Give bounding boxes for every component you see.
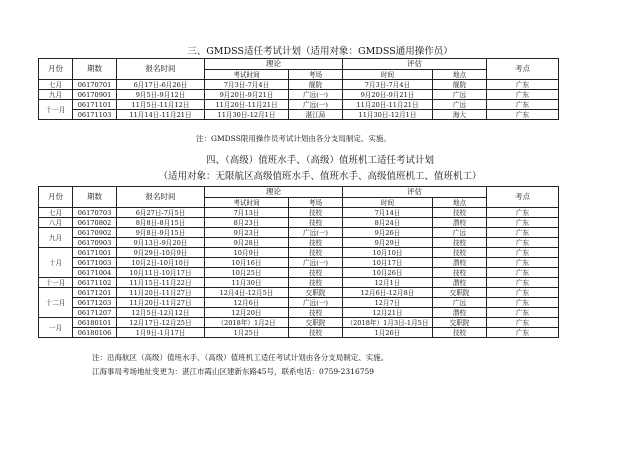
assess-location-cell: 海大 (433, 110, 487, 120)
registration-cell: 12月17日-12月25日 (117, 318, 205, 328)
exam-place-cell: 广远(一) (289, 90, 343, 100)
assess-time-cell: 9月20日-9月21日 (343, 90, 433, 100)
exam-place-cell: 技校 (289, 308, 343, 318)
venue-cell: 广东 (487, 318, 559, 328)
registration-cell: 11月15日-11月22日 (117, 278, 205, 288)
assess-time-cell: 9月29日 (343, 238, 433, 248)
registration-cell: 11月20日-11月27日 (117, 288, 205, 298)
exam-time-cell: 9月28日 (205, 238, 289, 248)
header-period: 期数 (73, 187, 117, 208)
table-row (39, 278, 559, 288)
month-cell: 七月 (39, 208, 73, 218)
venue-cell: 广东 (487, 268, 559, 278)
exam-time-cell: 12月4日-12月5日 (205, 288, 289, 298)
table-row (39, 308, 559, 318)
period-cell: 06171101 (73, 100, 117, 110)
venue-cell: 广东 (487, 328, 559, 338)
exam-place-cell: 技校 (289, 278, 343, 288)
month-cell: 九月 (39, 228, 73, 248)
exam-time-cell: 10月25日 (205, 268, 289, 278)
header-assessment: 评估 (343, 59, 487, 70)
assess-time-cell: 11月20日-11月21日 (343, 100, 433, 110)
period-cell: 06171201 (73, 288, 117, 298)
registration-cell: 12月5日-12月12日 (117, 308, 205, 318)
month-cell: 七月 (39, 80, 73, 90)
period-cell: 06170901 (73, 90, 117, 100)
assess-time-cell: 7月14日 (343, 208, 433, 218)
venue-cell: 广东 (487, 110, 559, 120)
venue-cell: 广东 (487, 278, 559, 288)
registration-cell: 6月27日-7月5日 (117, 208, 205, 218)
exam-place-cell: 广远(一) (289, 298, 343, 308)
gmdss-exam-table (38, 58, 559, 120)
table-row (39, 298, 559, 308)
header-exam-time: 考试时间 (205, 70, 289, 80)
table-row (39, 208, 559, 218)
exam-time-cell: 9月20日-9月21日 (205, 90, 289, 100)
section4-note: 注：沿海航区（高级）值班水手、（高级）值班机工适任考试计划由各分支局制定、实施。 (92, 353, 389, 362)
exam-place-cell: 广远(一) (289, 228, 343, 238)
header-time: 时间 (343, 70, 433, 80)
assess-location-cell: 技校 (433, 248, 487, 258)
exam-time-cell: 7月3日-7月4日 (205, 80, 289, 90)
header-venue: 考点 (487, 187, 559, 208)
venue-cell: 广东 (487, 238, 559, 248)
assess-location-cell: 舰院 (433, 80, 487, 90)
table-row (39, 248, 559, 258)
header-exam-time: 考试时间 (205, 198, 289, 208)
period-cell: 06171001 (73, 248, 117, 258)
period-cell: 06180106 (73, 328, 117, 338)
exam-place-cell: 技校 (289, 208, 343, 218)
assess-time-cell: 12月6日-12月8日 (343, 288, 433, 298)
exam-time-cell: 7月13日 (205, 208, 289, 218)
watch-rating-exam-table (38, 186, 559, 338)
table-row (39, 318, 559, 328)
venue-cell: 广东 (487, 208, 559, 218)
exam-time-cell: 8月23日 (205, 218, 289, 228)
registration-cell: 9月29日-10月9日 (117, 248, 205, 258)
table-row (39, 258, 559, 268)
table-row (39, 238, 559, 248)
exam-place-cell: 技校 (289, 238, 343, 248)
header-registration: 报名时间 (117, 59, 205, 80)
header-location: 地点 (433, 70, 487, 80)
header-month: 月份 (39, 59, 73, 80)
assess-location-cell: 潜校 (433, 218, 487, 228)
table-row (39, 100, 559, 110)
section4-subtitle: （适用对象：无限航区高级值班水手、值班水手、高级值班机工、值班机工） (158, 171, 482, 182)
period-cell: 06171103 (73, 110, 117, 120)
period-cell: 06171102 (73, 278, 117, 288)
assess-location-cell: 技校 (433, 238, 487, 248)
exam-time-cell: 12月20日 (205, 308, 289, 318)
venue-cell: 广东 (487, 258, 559, 268)
header-theory: 理论 (205, 187, 343, 198)
assess-time-cell: 10月26日 (343, 268, 433, 278)
venue-cell: 广东 (487, 248, 559, 258)
table-row (39, 328, 559, 338)
assess-location-cell: 广远 (433, 100, 487, 110)
exam-time-cell: 11月30日-12月1日 (205, 110, 289, 120)
table-row (39, 218, 559, 228)
venue-cell: 广东 (487, 100, 559, 110)
venue-cell: 广东 (487, 80, 559, 90)
header-time: 时间 (343, 198, 433, 208)
exam-place-cell: 技校 (289, 328, 343, 338)
assess-location-cell: 广远 (433, 298, 487, 308)
registration-cell: 9月13日-9月20日 (117, 238, 205, 248)
exam-time-cell: 11月30日 (205, 278, 289, 288)
section4-title: 四、（高级）值班水手、（高级）值班机工适任考试计划 (205, 155, 434, 166)
assess-time-cell: 9月26日 (343, 228, 433, 238)
period-cell: 06171003 (73, 258, 117, 268)
assess-time-cell: （2018年）1月3日-1月5日 (343, 318, 433, 328)
header-theory: 理论 (205, 59, 343, 70)
assess-location-cell: 交职院 (433, 288, 487, 298)
assess-time-cell: 11月30日-12月1日 (343, 110, 433, 120)
header-location: 地点 (433, 198, 487, 208)
period-cell: 06170902 (73, 228, 117, 238)
registration-cell: 11月5日-11月12日 (117, 100, 205, 110)
venue-cell: 广东 (487, 298, 559, 308)
registration-cell: 8月8日-8月15日 (117, 218, 205, 228)
venue-cell: 广东 (487, 218, 559, 228)
header-assessment: 评估 (343, 187, 487, 198)
exam-place-cell: 湛江局 (289, 110, 343, 120)
month-cell: 九月 (39, 90, 73, 100)
registration-cell: 1月9日-1月17日 (117, 328, 205, 338)
assess-time-cell: 1月26日 (343, 328, 433, 338)
registration-cell: 11月14日-11月21日 (117, 110, 205, 120)
venue-cell: 广东 (487, 308, 559, 318)
table-row (39, 110, 559, 120)
header-venue: 考点 (487, 59, 559, 80)
assess-location-cell: 广远 (433, 228, 487, 238)
table-row (39, 288, 559, 298)
assess-location-cell: 技校 (433, 208, 487, 218)
venue-cell: 广东 (487, 228, 559, 238)
exam-time-cell: 10月16日 (205, 258, 289, 268)
assess-location-cell: 技校 (433, 328, 487, 338)
period-cell: 06171203 (73, 298, 117, 308)
period-cell: 06171004 (73, 268, 117, 278)
registration-cell: 9月5日-9月12日 (117, 90, 205, 100)
table-row (39, 228, 559, 238)
month-cell: 一月 (39, 318, 73, 338)
period-cell: 06171207 (73, 308, 117, 318)
address-change-note: 江海事局考场地址变更为：湛江市霞山区建新东路45号，联系电话：0759-2316759 (92, 367, 375, 376)
exam-place-cell: 广远(一) (289, 100, 343, 110)
exam-time-cell: 1月25日 (205, 328, 289, 338)
month-cell: 八月 (39, 218, 73, 228)
exam-place-cell: 广远(一) (289, 258, 343, 268)
registration-cell: 11月20日-11月27日 (117, 298, 205, 308)
assess-time-cell: 10月17日 (343, 258, 433, 268)
table-row (39, 80, 559, 90)
registration-cell: 10月11日-10月17日 (117, 268, 205, 278)
month-cell: 十二月 (39, 288, 73, 318)
period-cell: 06180101 (73, 318, 117, 328)
exam-time-cell: （2018年）1月2日 (205, 318, 289, 328)
venue-cell: 广东 (487, 288, 559, 298)
month-cell: 十一月 (39, 278, 73, 288)
period-cell: 06170703 (73, 208, 117, 218)
assess-location-cell: 广远 (433, 90, 487, 100)
section3-title: 三、GMDSS适任考试计划（适用对象：GMDSS通用操作员） (187, 46, 453, 57)
venue-cell: 广东 (487, 90, 559, 100)
assess-location-cell: 交职院 (433, 318, 487, 328)
assess-location-cell: 潜校 (433, 308, 487, 318)
month-cell: 十一月 (39, 100, 73, 120)
registration-cell: 10月2日-10月10日 (117, 258, 205, 268)
assess-location-cell: 潜校 (433, 278, 487, 288)
assess-time-cell: 10月10日 (343, 248, 433, 258)
period-cell: 06170903 (73, 238, 117, 248)
assess-location-cell: 潜校 (433, 258, 487, 268)
header-exam-place: 考场 (289, 198, 343, 208)
header-period: 期数 (73, 59, 117, 80)
exam-time-cell: 10月9日 (205, 248, 289, 258)
assess-time-cell: 8月24日 (343, 218, 433, 228)
section3-note: 注：GMDSS限用操作员考试计划由各分支局制定、实施。 (196, 134, 391, 143)
header-month: 月份 (39, 187, 73, 208)
assess-location-cell: 技校 (433, 268, 487, 278)
exam-place-cell: 交职院 (289, 288, 343, 298)
table-row (39, 90, 559, 100)
assess-time-cell: 12月1日 (343, 278, 433, 288)
assess-time-cell: 7月3日-7月4日 (343, 80, 433, 90)
header-exam-place: 考场 (289, 70, 343, 80)
exam-place-cell: 技校 (289, 248, 343, 258)
assess-time-cell: 12月21日 (343, 308, 433, 318)
month-cell: 十月 (39, 248, 73, 278)
table-row (39, 268, 559, 278)
assess-time-cell: 12月7日 (343, 298, 433, 308)
period-cell: 06170701 (73, 80, 117, 90)
exam-time-cell: 11月20日-11月21日 (205, 100, 289, 110)
exam-place-cell: 技校 (289, 218, 343, 228)
exam-time-cell: 9月23日 (205, 228, 289, 238)
period-cell: 06170802 (73, 218, 117, 228)
exam-place-cell: 交职院 (289, 318, 343, 328)
registration-cell: 6月17日-6月26日 (117, 80, 205, 90)
header-registration: 报名时间 (117, 187, 205, 208)
exam-time-cell: 12月6日 (205, 298, 289, 308)
registration-cell: 9月8日-9月15日 (117, 228, 205, 238)
exam-place-cell: 技校 (289, 268, 343, 278)
exam-place-cell: 舰院 (289, 80, 343, 90)
